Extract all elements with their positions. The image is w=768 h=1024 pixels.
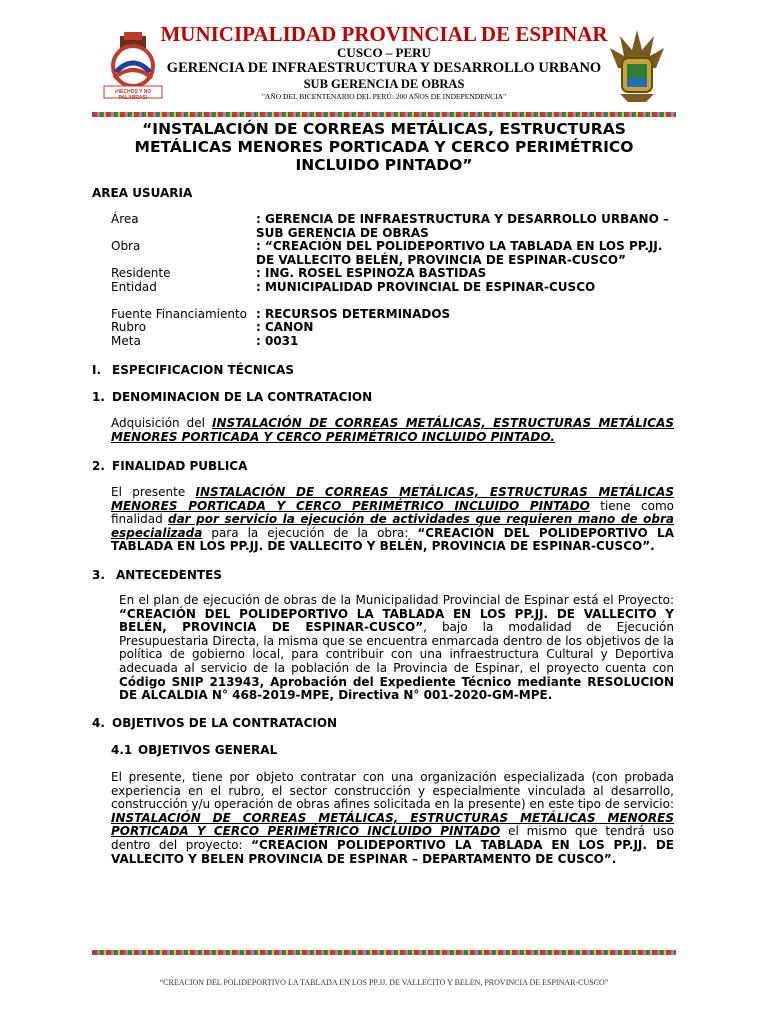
section-title: ESPECIFICACION TÉCNICAS [112,363,294,377]
section-title: OBJETIVOS DE LA CONTRATACION [112,716,338,730]
section-heading [92,363,294,377]
field-value-line: SUB GERENCIA DE OBRAS [256,225,429,240]
field-label: Obra [111,239,141,253]
paragraph-bold: “CREACION POLIDEPORTIVO LA TABLADA EN LOS PP.JJ. DE VALLECITO Y BELEN PROVINCIA DE ESPINAR – DEPARTAMENTO DE CUSCO”. [111,837,675,866]
paragraph-emphasis: dar por servicio la ejecución de actividades que requieren mano de obra especializada [111,512,674,540]
section-title: ANTECEDENTES [116,568,222,582]
header-motto: "AÑO DEL BICENTENARIO DEL PERÚ: 200 AÑOS DE INDEPENDENCIA" [261,92,507,101]
section-heading [92,568,222,582]
section-paragraph [111,771,674,866]
section-number: 2. [92,459,105,473]
paragraph-text: para la ejecución de la obra: [202,525,418,540]
section-title: FINALIDAD PUBLICA [112,459,248,473]
municipality-title: MUNICIPALIDAD PROVINCIAL DE ESPINAR [160,22,608,46]
paragraph-text: El presente [111,485,196,499]
paragraph-text: el mismo que tendrá uso dentro del proyecto: [111,824,674,852]
header-department: GERENCIA DE INFRAESTRUCTURA Y DESARROLLO URBANO [166,60,602,76]
field-value: : ING. ROSEL ESPINOZA BASTIDAS [256,266,487,280]
field-value-line: : “CREACIÓN DEL POLIDEPORTIVO LA TABLADA EN LOS PP.JJ. [256,239,663,253]
section-number: 4. [92,716,105,730]
subsection-heading [111,743,277,757]
document-title-line: INCLUIDO PINTADO” [295,156,473,174]
footer-decorative-band [92,950,676,955]
section-number: I. [92,363,102,377]
subsection-number: 4.1 [111,743,133,757]
header-location: CUSCO – PERU [337,45,431,60]
section-number: 1. [92,390,105,404]
section-paragraph [111,486,674,554]
field-label: Residente [111,266,171,280]
section-heading [92,390,372,404]
paragraph-bold: “CREACIÓN DEL POLIDEPORTIVO LA TABLADA EN LOS PP.JJ. DE VALLECITO Y BELÉN, PROVINCIA DE ESPINAR-CUSCO”. [111,525,674,554]
paragraph-text: En el plan de ejecución de obras de la Municipalidad Provincial de Espinar está el Proyecto: [119,593,674,607]
paragraph-text: El presente, tiene por objeto contratar con una organización especializada (con probada experiencia en el rubro, el sector construcción y especialmente vinculada al desarrollo, construcción y/u operación de obras afines solicitada en la presente) en este tipo de servicio: [111,770,674,812]
footer-text: “CREACION DEL POLIDEPORTIVO LA TABLADA EN LOS PP.JJ. DE VALLECITO Y BELEN, PROVINCIA DE ESPINAR-CUSCO” [159,978,609,987]
paragraph-emphasis: INSTALACIÓN DE CORREAS METÁLICAS, ESTRUCTURAS METÁLICAS MENORES PORTICADA Y CERCO PERIMÉTRICO INCLUIDO PINTADO. [111,416,674,444]
header-subdepartment: SUB GERENCIA DE OBRAS [303,77,465,91]
paragraph-emphasis: INSTALACIÓN DE CORREAS METÁLICAS, ESTRUCTURAS METÁLICAS MENORES PORTICADA Y CERCO PERIMÉTRICO INCLUIDO PINTADO [111,485,674,513]
field-value [256,213,674,240]
document-title-line: METÁLICAS MENORES PORTICADA Y CERCO PERIMÉTRICO [134,138,634,156]
section-paragraph [119,594,674,703]
field-label: Fuente Financiamiento [111,307,248,321]
field-value: : MUNICIPALIDAD PROVINCIAL DE ESPINAR-CUSCO [256,280,596,294]
section-title: DENOMINACION DE LA CONTRATACION [112,390,373,404]
paragraph-text: , bajo la modalidad de Ejecución Presupuestaria Directa, la misma que se encuentra enmarcada dentro de los objetivos de la política de gobierno local, para contribuir con una infraestructura Cultural y Deportiva adecuada al servicio de la población de la Provincia de Espinar, el proyecto cuenta con [119,620,674,675]
field-value: : CANON [256,320,314,334]
field-label: Entidad [111,280,157,294]
section-heading [92,716,337,730]
paragraph-text: Adquisición del [111,416,213,430]
section-heading [92,459,247,473]
paragraph-bold: “CREACIÓN DEL POLIDEPORTIVO LA TABLADA EN LOS PP.JJ. DE VALLECITO Y BELÉN, PROVINCIA DE ESPINAR-CUSCO” [119,606,674,635]
field-label: Rubro [111,320,147,334]
logo-motto: ¡HECHOS Y NO PALABRAS! [114,89,152,101]
document-title-line: “INSTALACIÓN DE CORREAS METÁLICAS, ESTRUCTURAS [142,120,626,138]
field-value [256,240,674,267]
area-usuaria-heading: AREA USUARIA [92,186,193,200]
field-value: : RECURSOS DETERMINADOS [256,307,451,321]
field-value-line: DE VALLECITO BELÉN, PROVINCIA DE ESPINAR-CUSCO” [256,252,626,267]
field-label: Meta [111,334,141,348]
document-title [100,120,668,174]
subsection-title: OBJETIVOS GENERAL [138,743,278,757]
paragraph-text: tiene como finalidad [111,498,675,527]
field-label: Área [111,212,139,226]
paragraph-emphasis: INSTALACIÓN DE CORREAS METÁLICAS, ESTRUCTURAS METÁLICAS MENORES PORTICADA Y CERCO PERIMÉTRICO INCLUIDO PINTADO [111,810,674,839]
header-decorative-band [92,112,676,117]
paragraph-bold: Código SNIP 213943, Aprobación del Expediente Técnico mediante RESOLUCION DE ALCALDIA N° 468-2019-MPE, Directiva N° 001-2020-GM-MPE. [119,674,674,703]
field-value-line: : GERENCIA DE INFRAESTRUCTURA Y DESARROLLO URBANO – [256,212,669,226]
section-paragraph [111,417,674,444]
field-value: : 0031 [256,334,299,348]
section-number: 3. [92,568,105,582]
